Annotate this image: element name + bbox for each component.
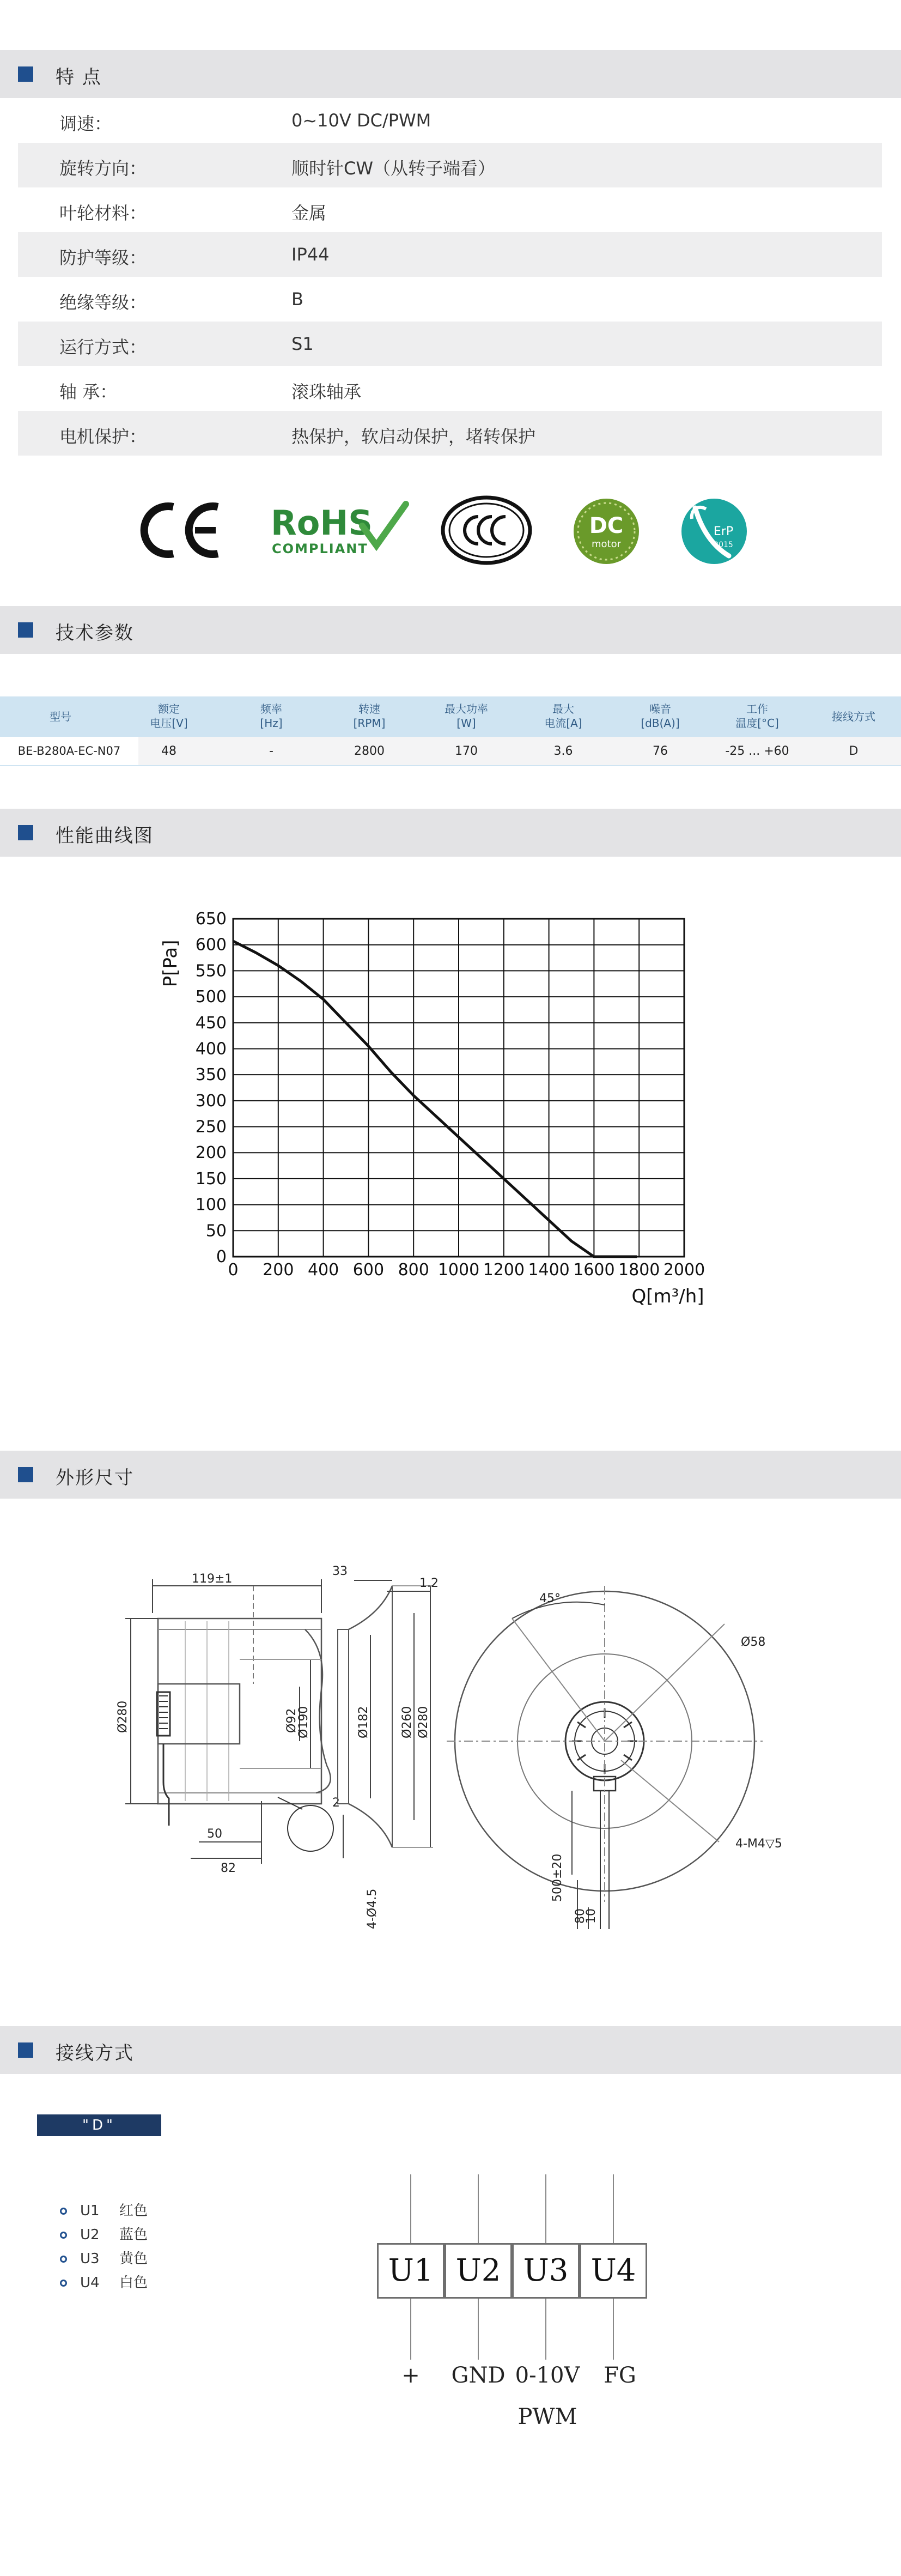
spec-header-text: 型号 xyxy=(50,710,71,723)
spec-header-text: 噪音 xyxy=(649,702,671,716)
wire-legend-item xyxy=(60,2271,148,2292)
section-title-curve: 性能曲线图 xyxy=(56,825,154,847)
feature-key: 运行方式： xyxy=(59,337,147,357)
dim-33: 33 xyxy=(332,1565,348,1578)
signal-0-10v: 0-10V xyxy=(515,2363,580,2388)
spec-header-power xyxy=(418,702,514,730)
spec-cell-noise: 76 xyxy=(653,744,668,758)
wire-color: 白色 xyxy=(119,2275,148,2291)
spec-header-cells xyxy=(0,696,901,737)
x-tick-label: 600 xyxy=(352,1260,385,1280)
spec-header-unit: 电流[A] xyxy=(544,717,582,730)
feature-value: 0~10V DC/PWM xyxy=(291,110,431,131)
y-tick-label: 650 xyxy=(195,910,227,929)
dim-45: 45° xyxy=(539,1592,561,1605)
side-view xyxy=(116,1572,340,1875)
terminal-u2 xyxy=(445,2243,512,2299)
spec-header-current xyxy=(515,702,611,730)
section-bar-curve xyxy=(0,809,901,857)
feature-row xyxy=(18,143,882,187)
wire-pin: U1 xyxy=(80,2203,100,2219)
wire-color: 红色 xyxy=(119,2203,148,2219)
section-marker xyxy=(18,66,33,82)
spec-cell-frequency: - xyxy=(269,744,273,758)
y-tick-label: 550 xyxy=(195,961,227,981)
dim-260: Ø260 xyxy=(400,1706,414,1738)
bullet-icon xyxy=(60,2208,67,2215)
x-tick-label: 400 xyxy=(307,1260,339,1280)
rohs-logo xyxy=(270,499,411,559)
section-bar-features xyxy=(0,50,901,98)
feature-row xyxy=(18,98,882,143)
wire-legend-item xyxy=(60,2199,148,2220)
section-marker xyxy=(18,1467,33,1482)
spec-header-text: 接线方式 xyxy=(832,710,875,723)
y-tick-label: 50 xyxy=(205,1221,227,1241)
section-marker xyxy=(18,2042,33,2058)
feature-key: 叶轮材料： xyxy=(59,203,147,223)
x-tick-label: 0 xyxy=(228,1260,239,1280)
y-tick-label: 100 xyxy=(195,1195,227,1215)
performance-chart xyxy=(158,899,725,1417)
signal-plus: + xyxy=(401,2363,420,2388)
erp-text: ErP xyxy=(713,525,734,538)
feature-key: 绝缘等级： xyxy=(59,292,147,313)
signal-gnd: GND xyxy=(451,2363,506,2388)
section-bar-dimensions xyxy=(0,1451,901,1499)
rohs-sub-text: COMPLIANT xyxy=(272,541,368,556)
y-tick-label: 600 xyxy=(195,935,227,955)
x-tick-label: 200 xyxy=(263,1260,294,1280)
feature-value: S1 xyxy=(291,334,314,354)
y-tick-label: 0 xyxy=(216,1247,227,1266)
signal-pwm: PWM xyxy=(518,2404,577,2429)
feature-key: 旋转方向： xyxy=(59,158,147,179)
section-bar-specs xyxy=(0,606,901,654)
spec-cell-voltage: 48 xyxy=(161,744,176,758)
feature-value: IP44 xyxy=(291,244,330,265)
spec-header-text: 最大 xyxy=(552,702,574,716)
bullet-icon xyxy=(60,2256,67,2263)
spec-header-unit: [W] xyxy=(456,717,476,730)
dim-190: Ø190 xyxy=(297,1706,311,1738)
section-title-features: 特 点 xyxy=(56,66,102,88)
spec-cell-current: 3.6 xyxy=(553,744,573,758)
dim-182: Ø182 xyxy=(357,1706,370,1738)
spec-cell-wiring: D xyxy=(849,744,859,758)
erp-logo xyxy=(680,497,748,566)
ccc-logo xyxy=(440,495,533,566)
x-axis-label: Q[m³/h] xyxy=(631,1286,704,1307)
erp-year-text: 2015 xyxy=(714,541,733,549)
x-tick-label: 1600 xyxy=(573,1260,615,1280)
dim-500: 500±20 xyxy=(551,1853,564,1902)
section-title-specs: 技术参数 xyxy=(56,622,134,644)
dim-1-2: 1.2 xyxy=(419,1577,439,1590)
signal-fg: FG xyxy=(604,2363,636,2388)
dim-92: Ø92 xyxy=(285,1708,299,1733)
bullet-icon xyxy=(60,2232,67,2239)
dim-82: 82 xyxy=(221,1862,236,1875)
dim-4-m4: 4-M4▽5 xyxy=(735,1837,782,1851)
dim-280a: Ø280 xyxy=(116,1700,130,1733)
spec-header-unit: [Hz] xyxy=(260,717,283,730)
y-tick-label: 150 xyxy=(195,1169,227,1189)
terminal-label: U4 xyxy=(590,2253,636,2288)
wire-legend-item xyxy=(60,2247,148,2268)
x-tick-label: 2000 xyxy=(663,1260,705,1280)
y-tick-label: 350 xyxy=(195,1065,227,1085)
dc-text: DC xyxy=(589,513,624,538)
wiring-type-badge: "D" xyxy=(37,2114,161,2136)
terminal-label: U2 xyxy=(455,2253,501,2288)
terminal-label: U3 xyxy=(523,2253,569,2288)
dim-10: 10 xyxy=(585,1908,598,1924)
y-tick-label: 450 xyxy=(195,1013,227,1033)
bullet-icon xyxy=(60,2280,67,2287)
series-line xyxy=(233,941,637,1257)
spec-cell-power: 170 xyxy=(455,744,478,758)
spec-header-frequency xyxy=(223,702,319,730)
feature-row xyxy=(18,187,882,232)
feature-key: 防护等级： xyxy=(59,247,147,268)
x-tick-label: 1000 xyxy=(437,1260,480,1280)
spec-header-unit: 电压[V] xyxy=(150,717,188,730)
spec-header-text: 转速 xyxy=(358,702,380,716)
dc-sub-text: motor xyxy=(591,538,622,550)
front-view xyxy=(447,1586,782,1929)
x-tick-label: 1400 xyxy=(528,1260,570,1280)
feature-row xyxy=(18,366,882,411)
spec-header-text: 最大功率 xyxy=(445,702,488,716)
section-marker xyxy=(18,825,33,840)
feature-key: 调速： xyxy=(59,113,112,134)
y-tick-label: 200 xyxy=(195,1143,227,1163)
rohs-text: RoHS xyxy=(271,503,373,543)
section-title-wiring: 接线方式 xyxy=(56,2042,134,2064)
feature-value: 热保护，软启动保护，堵转保护 xyxy=(291,426,536,447)
y-axis-label: P[Pa] xyxy=(160,940,181,987)
feature-key: 轴 承： xyxy=(59,381,118,402)
feature-row xyxy=(18,232,882,277)
x-tick-label: 1200 xyxy=(483,1260,525,1280)
terminal-u3 xyxy=(512,2243,580,2299)
ce-logo xyxy=(136,495,229,566)
spec-header-unit: [dB(A)] xyxy=(641,717,680,730)
section-title-dimensions: 外形尺寸 xyxy=(56,1467,134,1489)
dc-motor-logo xyxy=(572,497,641,566)
y-tick-label: 250 xyxy=(195,1117,227,1137)
dim-50: 50 xyxy=(207,1827,222,1841)
y-tick-label: 400 xyxy=(195,1039,227,1059)
spec-cell-temperature: -25 ... +60 xyxy=(725,744,789,758)
wire-color: 蓝色 xyxy=(119,2227,148,2243)
dim-80: 80 xyxy=(574,1908,587,1924)
dim-119: 119±1 xyxy=(192,1572,233,1586)
section-view xyxy=(332,1565,439,1929)
ccc-text: CCC xyxy=(486,534,488,535)
dim-280b: Ø280 xyxy=(417,1706,430,1738)
feature-value: B xyxy=(291,289,303,310)
x-tick-label: 800 xyxy=(398,1260,429,1280)
feature-key: 电机保护： xyxy=(59,426,147,447)
spec-cell-speed: 2800 xyxy=(354,744,385,758)
section-marker xyxy=(18,622,33,638)
terminal-label: U1 xyxy=(388,2253,434,2288)
spec-header-unit: 温度[°C] xyxy=(735,717,779,730)
spec-header-unit: [RPM] xyxy=(353,717,386,730)
section-bar-wiring xyxy=(0,2026,901,2074)
wire-pin: U4 xyxy=(80,2275,100,2291)
wire-legend-item xyxy=(60,2223,148,2244)
wire-color: 黄色 xyxy=(119,2251,148,2267)
wire-pin: U2 xyxy=(80,2227,100,2243)
y-tick-label: 500 xyxy=(195,987,227,1007)
feature-value: 金属 xyxy=(291,203,327,223)
feature-value: 顺时针CW（从转子端看） xyxy=(291,158,495,179)
spec-header-noise xyxy=(612,702,708,730)
spec-cell-model: BE-B280A-EC-N07 xyxy=(17,744,121,757)
spec-header-temperature xyxy=(709,702,805,730)
dim-4-4-5: 4-Ø4.5 xyxy=(366,1888,379,1929)
dimension-drawing xyxy=(98,1553,823,1956)
spec-header-text: 额定 xyxy=(158,702,180,716)
spec-header-speed xyxy=(321,702,417,730)
feature-value: 滚珠轴承 xyxy=(291,381,362,402)
feature-row xyxy=(18,277,882,322)
feature-row xyxy=(18,322,882,366)
spec-header-model xyxy=(0,710,121,724)
y-tick-label: 300 xyxy=(195,1091,227,1111)
feature-row xyxy=(18,411,882,456)
dim-58: Ø58 xyxy=(741,1635,766,1649)
terminal-u1 xyxy=(377,2243,445,2299)
wire-pin: U3 xyxy=(80,2251,100,2267)
terminal-u4 xyxy=(580,2243,647,2299)
spec-header-voltage xyxy=(121,702,217,730)
x-tick-label: 1800 xyxy=(618,1260,660,1280)
spec-header-text: 工作 xyxy=(746,702,768,716)
dim-2: 2 xyxy=(332,1796,340,1810)
spec-header-wiring xyxy=(806,710,901,724)
spec-row-underline xyxy=(0,765,901,766)
spec-header-text: 频率 xyxy=(260,702,282,716)
